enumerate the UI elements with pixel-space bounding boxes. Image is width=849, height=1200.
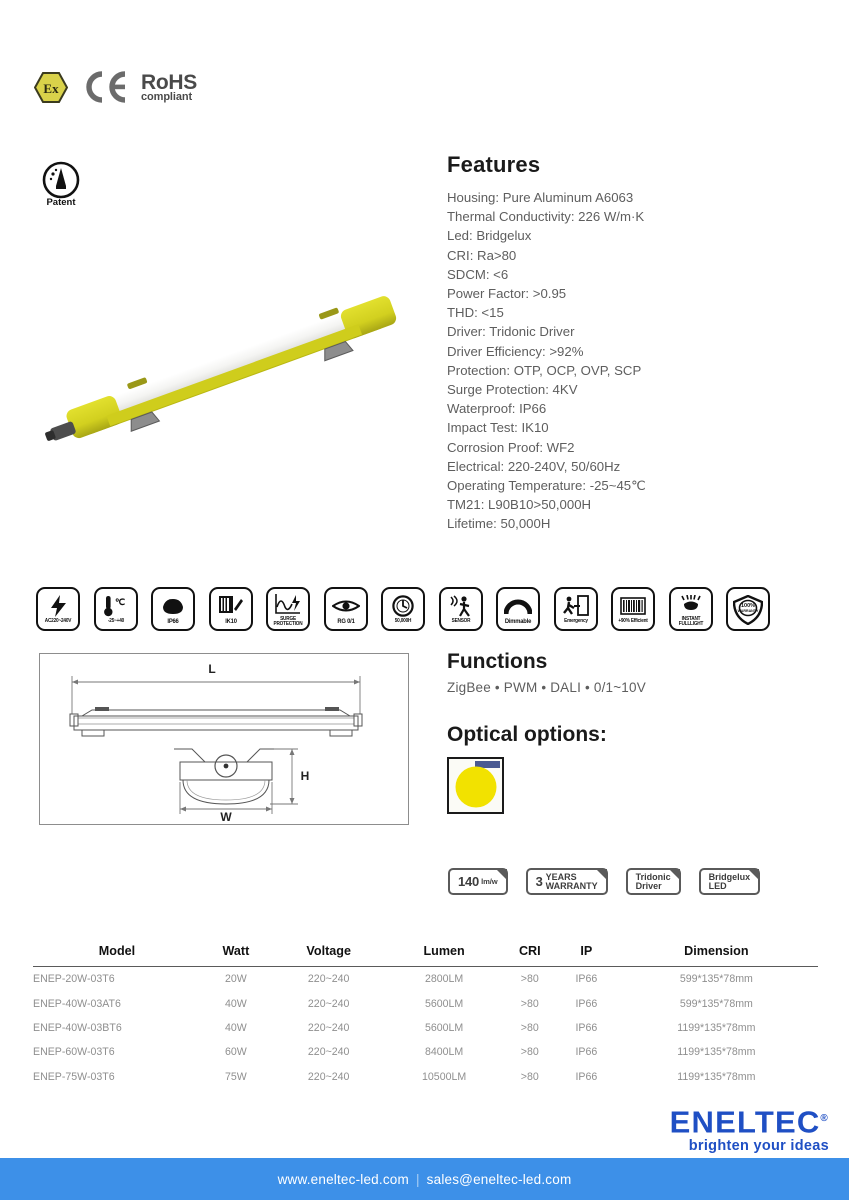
fold-corner-icon [596, 869, 607, 880]
feature-item: Surge Protection: 4KV [447, 382, 578, 398]
feature-item: Corrosion Proof: WF2 [447, 439, 575, 455]
cell-dimension: 1199*135*78mm [677, 1046, 756, 1059]
efficacy-unit: lm/w [481, 877, 498, 886]
cell-model: ENEP-60W-03T6 [33, 1046, 115, 1059]
table-header-row [33, 940, 818, 967]
product-photo [32, 262, 432, 477]
badge-caption: SENSOR [451, 618, 470, 625]
cell-lumen: 8400LM [424, 1046, 464, 1059]
table-row [33, 991, 818, 1015]
feature-item: Housing: Pure Aluminum A6063 [447, 190, 634, 205]
cell-cri: >80 [520, 1046, 539, 1059]
feature-item: Thermal Conductivity: 226 W/m·K [447, 209, 645, 225]
feature-item: Driver: Tridonic Driver [447, 324, 575, 340]
feature-item: Power Factor: >0.95 [447, 286, 567, 302]
header-lumen: Lumen [423, 944, 465, 958]
badge-caption: AC220~240V [44, 618, 72, 625]
features-title: Features [447, 152, 541, 177]
certification-badges [34, 70, 197, 104]
feature-icon-strip [36, 587, 770, 631]
led-color-swatch[interactable] [447, 757, 504, 814]
led-chip-circle [455, 766, 496, 807]
cell-dimension: 599*135*78mm [679, 973, 753, 986]
cell-dimension: 1199*135*78mm [677, 1070, 756, 1083]
cell-cri: >80 [520, 997, 539, 1010]
badge-caption: -25~+40 [107, 618, 124, 625]
header-model: Model [98, 944, 136, 958]
header-watt: Watt [222, 944, 250, 958]
cell-model: ENEP-40W-03AT6 [33, 997, 121, 1010]
patent-icon [37, 160, 85, 208]
badge-emergency [554, 587, 598, 631]
cell-watt: 20W [224, 973, 247, 986]
brand-name [669, 1103, 829, 1140]
surge-waveform-icon [275, 592, 301, 616]
badge-lifetime [381, 587, 425, 631]
footer-email[interactable]: sales@eneltec-led.com [426, 1171, 572, 1187]
cell-voltage: 220~240 [307, 997, 350, 1010]
feature-item: Driver Efficiency: >92% [447, 343, 584, 359]
cell-lumen: 10500LM [422, 1070, 467, 1083]
rohs-line2: compliant [141, 90, 193, 103]
cell-voltage: 220~240 [307, 1046, 350, 1059]
badge-warranty [726, 587, 770, 631]
badge-caption: 50,000H [394, 618, 412, 625]
table-row [33, 1065, 818, 1089]
cell-ip: IP66 [575, 1046, 598, 1059]
led-tag [699, 868, 761, 895]
width-label: W [220, 810, 232, 822]
tag-badges [448, 868, 760, 895]
header-ip: IP [580, 944, 593, 958]
badge-caption: SURGE PROTECTION [273, 615, 303, 627]
functions-line: ZigBee • PWM • DALI • 0/1~10V [447, 680, 646, 695]
feature-item: Led: Bridgelux [447, 228, 532, 244]
cell-watt: 60W [224, 1046, 247, 1059]
header-dimension: Dimension [684, 944, 749, 958]
clock-icon [392, 594, 414, 618]
badge-motion-sensor [439, 587, 483, 631]
feature-item: TM21: L90B10>50,000H [447, 497, 592, 513]
functions-section [447, 650, 837, 695]
functions-title: Functions [447, 650, 548, 673]
feature-item: Lifetime: 50,000H [447, 516, 551, 532]
feature-item: Impact Test: IK10 [447, 420, 549, 436]
optical-options-section [447, 723, 837, 814]
table-row [33, 967, 818, 992]
badge-caption: IP66 [167, 618, 179, 626]
brand-tagline: brighten your ideas [688, 1138, 829, 1155]
warranty-line2: WARRANTY [545, 880, 598, 891]
emergency-exit-icon [563, 594, 589, 618]
eye-icon [332, 594, 360, 618]
cell-lumen: 2800LM [424, 973, 464, 986]
rohs-icon [141, 72, 197, 103]
cell-voltage: 220~240 [307, 973, 350, 986]
efficacy-tag [448, 868, 508, 895]
feature-item: THD: <15 [447, 305, 504, 321]
led-line1: Bridgelux [708, 871, 751, 882]
svg-text:℃: ℃ [114, 597, 125, 608]
rohs-line1: RoHS [141, 70, 197, 94]
water-drop-icon [161, 594, 185, 618]
footer-website[interactable]: www.eneltec-led.com [277, 1171, 409, 1187]
warranty-line1: YEARS [545, 871, 577, 882]
header-voltage: Voltage [306, 944, 351, 958]
svg-text:Ex: Ex [43, 80, 59, 96]
badge-voltage [36, 587, 80, 631]
motion-sensor-icon [448, 594, 474, 618]
badge-efficiency [611, 587, 655, 631]
driver-line2: Driver [635, 880, 662, 891]
cell-voltage: 220~240 [307, 1070, 350, 1083]
fold-corner-icon [669, 869, 680, 880]
badge-caption: IK10 [224, 618, 237, 626]
header-cri: CRI [518, 944, 541, 958]
led-line2: LED [708, 880, 727, 891]
feature-item: Electrical: 220-240V, 50/60Hz [447, 458, 621, 474]
cell-watt: 40W [224, 997, 247, 1010]
footer-bar [0, 1158, 849, 1200]
warranty-shield-icon [733, 598, 763, 622]
fold-corner-icon [496, 869, 507, 880]
cell-lumen: 5600LM [424, 1021, 464, 1034]
badge-ik10 [209, 587, 253, 631]
warranty-years: 3 [535, 874, 543, 889]
height-label: H [300, 769, 310, 783]
registered-mark: ® [820, 1113, 829, 1124]
cell-model: ENEP-75W-03T6 [33, 1070, 115, 1083]
cell-cri: >80 [520, 1070, 539, 1083]
feature-item: CRI: Ra>80 [447, 247, 517, 263]
badge-caption: +90% Efficient [618, 618, 648, 625]
dimming-arc-icon [504, 594, 532, 618]
cell-watt: 40W [224, 1021, 247, 1034]
driver-tag [626, 868, 681, 895]
cell-dimension: 1199*135*78mm [677, 1021, 756, 1034]
feature-item: Protection: OTP, OCP, OVP, SCP [447, 362, 642, 378]
cell-cri: >80 [520, 1021, 539, 1034]
svg-text:100%: 100% [740, 602, 756, 609]
cell-lumen: 5600LM [424, 997, 464, 1010]
cell-cri: >80 [520, 973, 539, 986]
lightning-bolt-icon [50, 594, 67, 618]
table-row [33, 1040, 818, 1064]
ce-icon [81, 70, 128, 104]
feature-item: Waterproof: IP66 [447, 401, 547, 417]
svg-text:Patent: Patent [46, 197, 76, 208]
cell-ip: IP66 [575, 1021, 598, 1034]
cell-model: ENEP-40W-03BT6 [33, 1021, 122, 1034]
optical-title: Optical options: [447, 723, 607, 746]
footer-separator: | [415, 1171, 420, 1187]
cell-model: ENEP-20W-03T6 [33, 973, 115, 986]
cell-voltage: 220~240 [307, 1021, 350, 1034]
driver-line1: Tridonic [635, 871, 671, 882]
cell-watt: 75W [224, 1070, 247, 1083]
efficacy-value: 140 [458, 874, 480, 889]
badge-caption: Emergency [563, 618, 588, 625]
badge-instant-light [669, 587, 713, 631]
length-label: L [208, 662, 216, 676]
cell-ip: IP66 [575, 973, 598, 986]
badge-caption: Dimmable [504, 618, 532, 626]
specification-table [33, 940, 818, 1089]
badge-ip66 [151, 587, 195, 631]
table-row [33, 1016, 818, 1040]
dimension-drawing [39, 653, 409, 825]
barcode-icon [620, 594, 646, 618]
cell-dimension: 599*135*78mm [679, 997, 753, 1010]
brand-text: ENELTEC [669, 1104, 821, 1140]
badge-temperature [94, 587, 138, 631]
cell-ip: IP66 [575, 997, 598, 1010]
instant-light-icon [678, 592, 704, 616]
features-section [447, 152, 837, 534]
cell-ip: IP66 [575, 1070, 598, 1083]
feature-item: SDCM: <6 [447, 266, 509, 282]
atex-icon [34, 72, 68, 103]
badge-caption: RG 0/1 [336, 618, 355, 626]
warranty-tag [526, 868, 608, 895]
badge-surge [266, 587, 310, 631]
badge-photobiological-safety [324, 587, 368, 631]
svg-text:WARRANTY: WARRANTY [737, 608, 759, 613]
badge-caption: INSTANT FULLLIGHT [678, 615, 703, 627]
impact-hammer-icon [218, 594, 244, 618]
company-logo [670, 1103, 829, 1154]
badge-dimmable [496, 587, 540, 631]
feature-item: Operating Temperature: -25~45℃ [447, 478, 646, 494]
thermometer-icon [103, 594, 129, 618]
fold-corner-icon [748, 869, 759, 880]
